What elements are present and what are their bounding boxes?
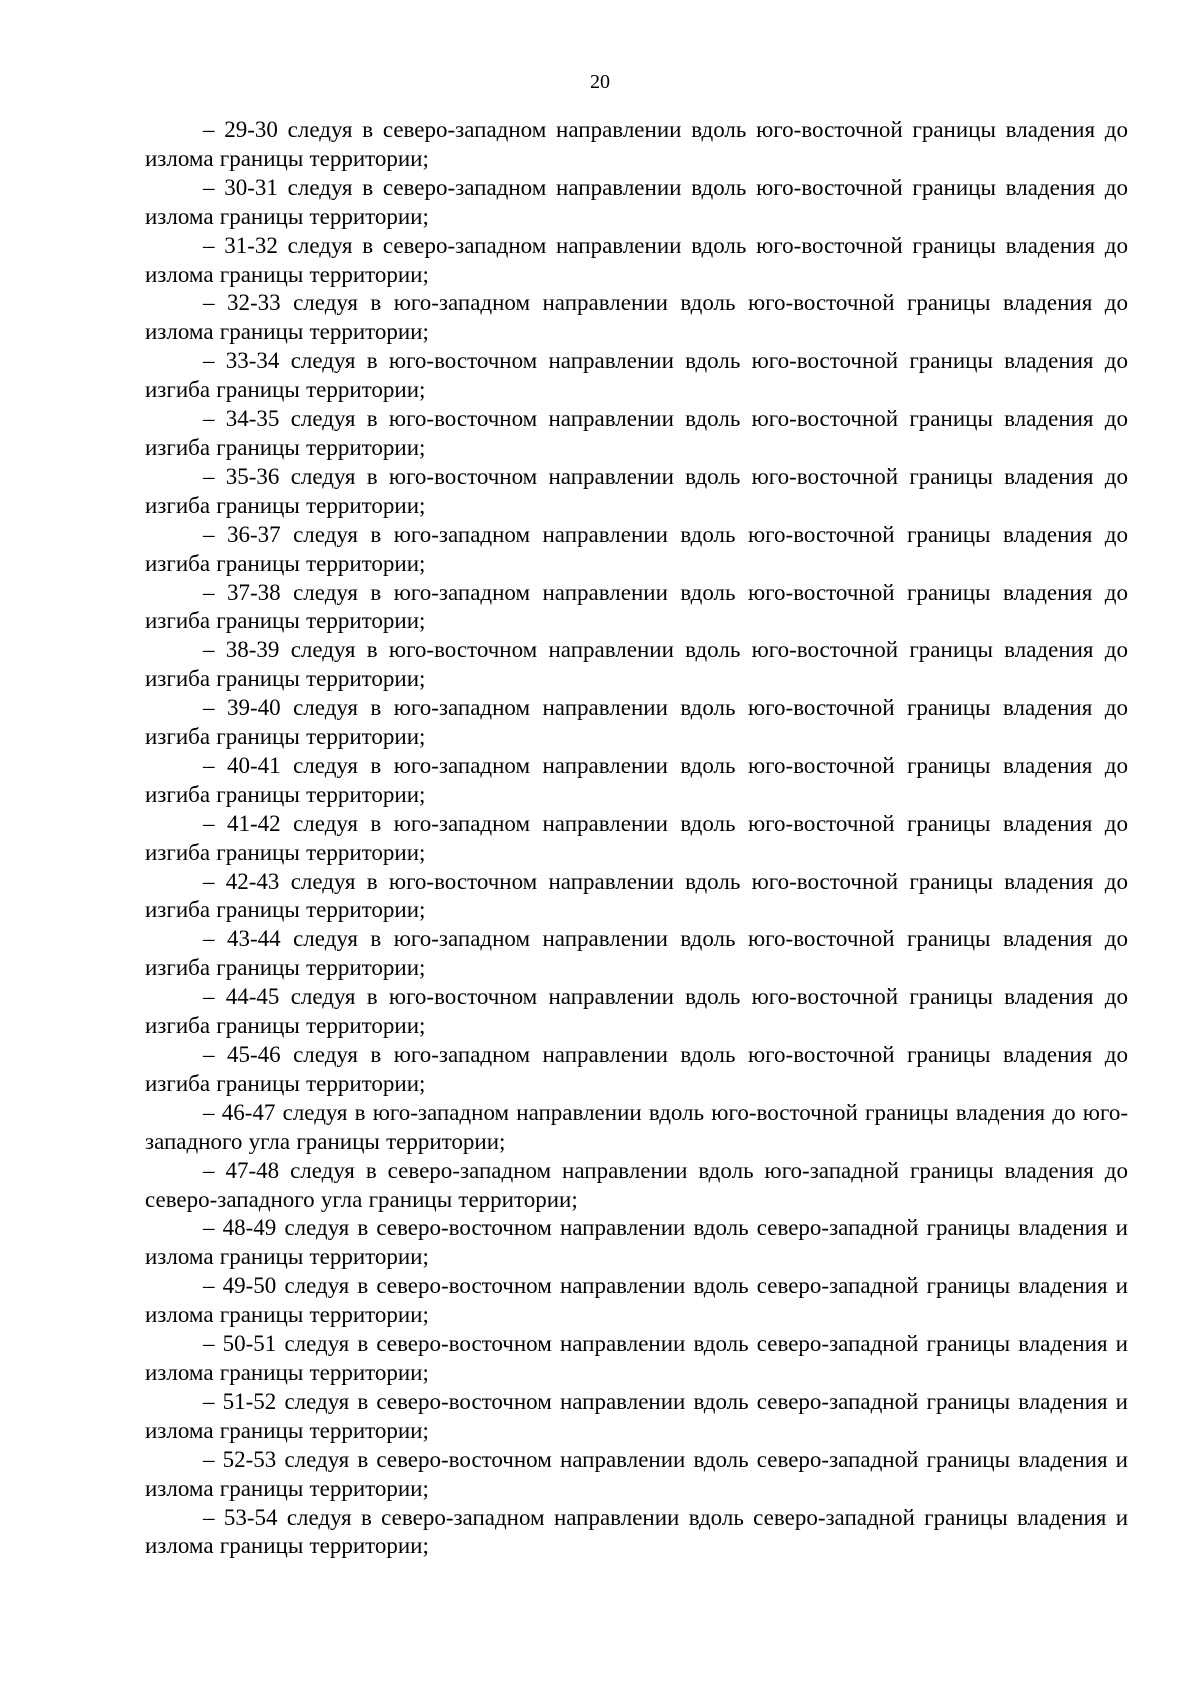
boundary-segment-paragraph: – 35-36 следуя в юго-восточном направлении вдоль юго-восточной границы владения до изгиба границы территории; [145, 463, 1128, 518]
boundary-segment-paragraph: – 47-48 следуя в северо-западном направлении вдоль юго-западной границы владения до северо-западного угла границы территории; [145, 1157, 1128, 1212]
boundary-segment-paragraph: – 53-54 следуя в северо-западном направлении вдоль северо-западной границы владения и излома границы территории; [145, 1504, 1128, 1559]
boundary-segment-paragraph: – 45-46 следуя в юго-западном направлении вдоль юго-восточной границы владения до изгиба границы территории; [145, 1042, 1128, 1096]
boundary-segment-paragraph: – 44-45 следуя в юго-восточном направлении вдоль юго-восточной границы владения до изгиба границы территории; [145, 984, 1128, 1039]
boundary-segment-paragraph: – 36-37 следуя в юго-западном направлении вдоль юго-восточной границы владения до изгиба границы территории; [145, 521, 1128, 576]
boundary-segment-paragraph: – 39-40 следуя в юго-западном направлении вдоль юго-восточной границы владения до изгиба границы территории; [145, 695, 1128, 750]
boundary-description [145, 116, 1128, 1561]
boundary-segment-paragraph: – 37-38 следуя в юго-западном направлении вдоль юго-восточной границы владения до изгиба границы территории; [145, 579, 1128, 634]
boundary-segment-paragraph: – 42-43 следуя в юго-восточном направлении вдоль юго-восточной границы владения до изгиба границы территории; [145, 868, 1128, 923]
page-number: 20 [590, 71, 610, 93]
boundary-segment-paragraph: – 40-41 следуя в юго-западном направлении вдоль юго-восточной границы владения до изгиба границы территории; [145, 752, 1128, 807]
boundary-segment-paragraph: – 41-42 следуя в юго-западном направлении вдоль юго-восточной границы владения до изгиба границы территории; [145, 810, 1128, 865]
boundary-segment-paragraph: – 52-53 следуя в северо-восточном направлении вдоль северо-западной границы владения и излома границы территории; [145, 1446, 1128, 1501]
boundary-segment-paragraph: – 38-39 следуя в юго-восточном направлении вдоль юго-восточной границы владения до изгиба границы территории; [145, 637, 1128, 692]
boundary-segment-paragraph: – 32-33 следуя в юго-западном направлении вдоль юго-восточной границы владения до излома границы территории; [145, 290, 1128, 345]
boundary-segment-paragraph: – 51-52 следуя в северо-восточном направлении вдоль северо-западной границы владения и излома границы территории; [145, 1388, 1128, 1443]
boundary-segment-paragraph: – 30-31 следуя в северо-западном направлении вдоль юго-восточной границы владения до излома границы территории; [145, 174, 1128, 229]
boundary-segment-paragraph: – 43-44 следуя в юго-западном направлении вдоль юго-восточной границы владения до изгиба границы территории; [145, 926, 1128, 981]
boundary-segment-paragraph: – 31-32 следуя в северо-западном направлении вдоль юго-восточной границы владения до излома границы территории; [145, 232, 1128, 287]
boundary-segment-paragraph: – 33-34 следуя в юго-восточном направлении вдоль юго-восточной границы владения до изгиба границы территории; [145, 348, 1128, 403]
boundary-segment-paragraph: – 46-47 следуя в юго-западном направлении вдоль юго-восточной границы владения до юго-западного угла границы территории; [145, 1099, 1128, 1154]
boundary-segment-paragraph: – 29-30 следуя в северо-западном направлении вдоль юго-восточной границы владения до излома границы территории; [145, 117, 1128, 171]
boundary-segment-paragraph: – 34-35 следуя в юго-восточном направлении вдоль юго-восточной границы владения до изгиба границы территории; [145, 406, 1128, 460]
boundary-segment-paragraph: – 49-50 следуя в северо-восточном направлении вдоль северо-западной границы владения и излома границы территории; [145, 1273, 1128, 1328]
boundary-segment-paragraph: – 48-49 следуя в северо-восточном направлении вдоль северо-западной границы владения и излома границы территории; [145, 1215, 1128, 1270]
boundary-segment-paragraph: – 50-51 следуя в северо-восточном направлении вдоль северо-западной границы владения и излома границы территории; [145, 1331, 1128, 1385]
